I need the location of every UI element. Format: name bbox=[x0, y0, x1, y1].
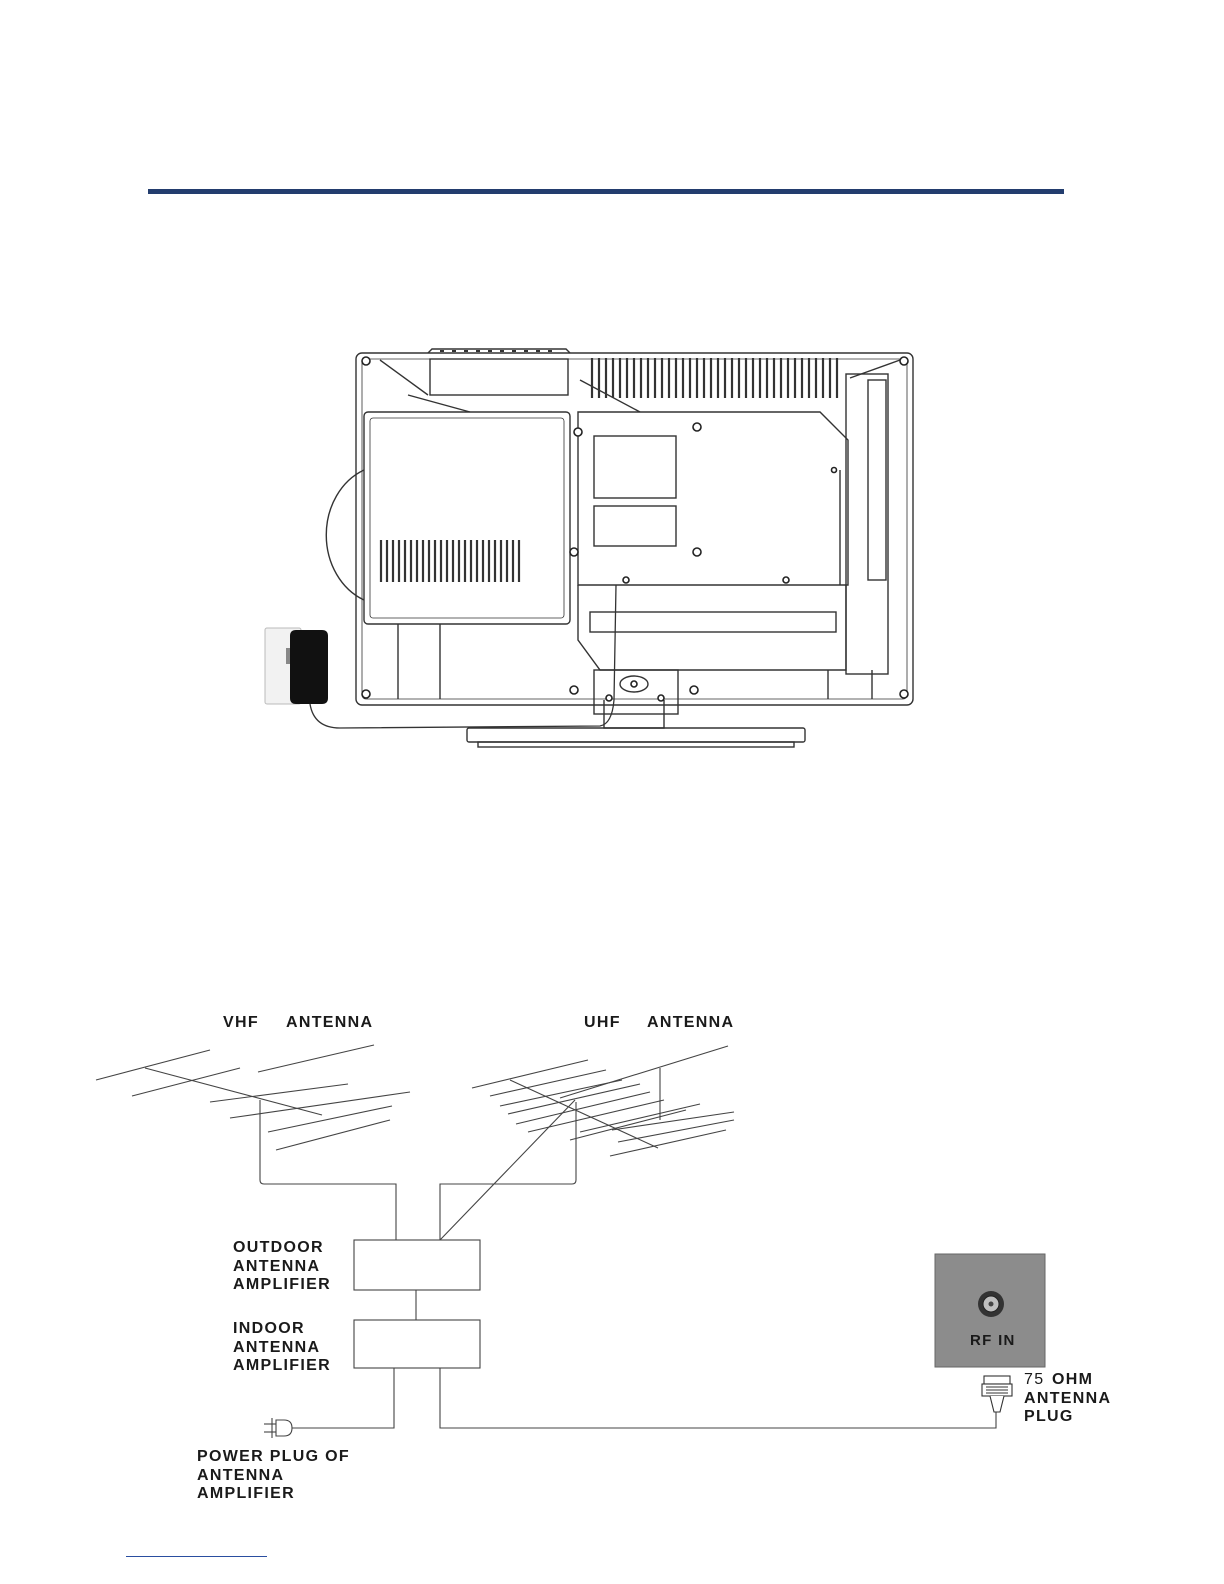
power-plug-label: POWER PLUG OF ANTENNA AMPLIFIER bbox=[197, 1448, 350, 1502]
vhf-band-label: VHF bbox=[223, 1014, 259, 1031]
uhf-antenna-icon bbox=[440, 1046, 734, 1240]
outdoor-amplifier-label: OUTDOOR ANTENNA AMPLIFIER bbox=[233, 1239, 331, 1293]
coax-plug-icon bbox=[982, 1376, 1012, 1412]
power-plug-icon bbox=[264, 1418, 292, 1438]
rf-connector-icon bbox=[978, 1291, 1004, 1317]
ohm-plug-text: OHM ANTENNA PLUG bbox=[1024, 1371, 1112, 1425]
ohm-value-label: 75 bbox=[1024, 1371, 1045, 1388]
ohm-plug-label bbox=[1024, 1371, 1111, 1427]
outdoor-amplifier-box bbox=[354, 1240, 480, 1290]
indoor-amplifier-label: INDOOR ANTENNA AMPLIFIER bbox=[233, 1320, 331, 1374]
footer-rule bbox=[126, 1556, 267, 1557]
uhf-antenna-label: ANTENNA bbox=[647, 1014, 735, 1031]
indoor-amplifier-box bbox=[354, 1320, 480, 1368]
vhf-antenna-label: ANTENNA bbox=[286, 1014, 374, 1031]
rf-in-label: RF IN bbox=[970, 1332, 1016, 1349]
vhf-antenna-icon bbox=[96, 1045, 410, 1240]
uhf-band-label: UHF bbox=[584, 1014, 621, 1031]
